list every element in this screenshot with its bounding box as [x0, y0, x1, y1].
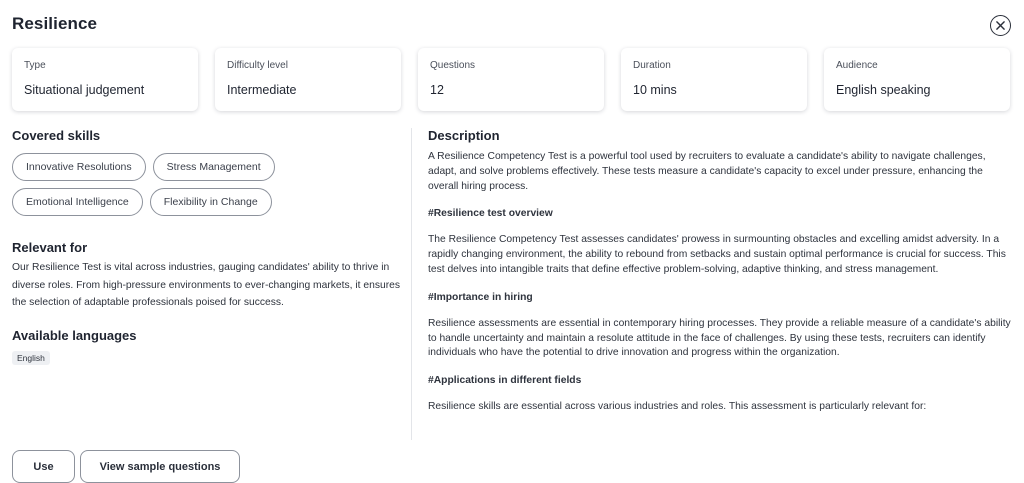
section-heading: #Importance in hiring	[428, 291, 533, 303]
available-languages-title: Available languages	[12, 328, 137, 343]
skill-chip: Innovative Resolutions	[12, 153, 146, 181]
card-label: Questions	[430, 60, 476, 71]
left-panel	[12, 128, 402, 363]
description-intro: A Resilience Competency Test is a powerful tool used by recruiters to evaluate a candidate's ability to navigate challenges, adapt, and solve problems effectively. These tests measure a candidate's capacity to excel under pressure, enhancing the overall hiring process.	[428, 151, 986, 192]
card-value: Intermediate	[227, 83, 297, 97]
column-divider	[411, 128, 412, 440]
view-sample-questions-button[interactable]: View sample questions	[80, 450, 240, 483]
section-text: Resilience assessments are essential in contemporary hiring processes. They provide a reliable measure of a candidate's ability to handle uncertainty and maintain a resolute attitude in the face of challenges. By using these tests, recruiters can identify individuals who have the potential to drive innovation and progress within the organization.	[428, 317, 1011, 359]
card-audience	[824, 48, 1010, 111]
close-button[interactable]	[990, 15, 1011, 36]
description-panel[interactable]	[428, 128, 1013, 438]
language-badge: English	[12, 351, 50, 365]
skills-list	[12, 153, 312, 216]
page-title: Resilience	[12, 14, 98, 33]
description-title: Description	[428, 128, 500, 143]
relevant-for-text: Our Resilience Test is vital across industries, gauging candidates' ability to thrive in diverse roles. From high-pressure environments to ever-changing markets, it ensures the selection of adaptable professionals poised for success.	[12, 262, 401, 308]
card-questions	[418, 48, 604, 111]
card-label: Audience	[836, 60, 878, 71]
section-text: Resilience skills are essential across various industries and roles. This assessment is particularly relevant for:	[428, 401, 927, 413]
close-icon	[996, 21, 1005, 30]
use-button[interactable]: Use	[12, 450, 75, 483]
card-value: 12	[430, 83, 444, 97]
card-duration	[621, 48, 807, 111]
card-value: 10 mins	[633, 83, 677, 97]
card-label: Duration	[633, 60, 671, 71]
card-difficulty	[215, 48, 401, 111]
section-text: The Resilience Competency Test assesses candidates' prowess in surmounting obstacles and excelling amidst adversity. In a rapidly changing environment, the ability to rebound from setbacks and sustain optimal performance is crucial for success. This test delves into intangible traits that define effective problem-solving, adaptive thinking, and stress management.	[428, 234, 1006, 275]
covered-skills-title: Covered skills	[12, 128, 101, 143]
card-value: Situational judgement	[24, 83, 145, 97]
skill-chip: Emotional Intelligence	[12, 188, 143, 216]
card-label: Type	[24, 60, 46, 71]
section-heading: #Applications in different fields	[428, 375, 582, 387]
skill-chip: Flexibility in Change	[150, 188, 272, 216]
relevant-for-title: Relevant for	[12, 240, 88, 255]
card-value: English speaking	[836, 83, 931, 97]
section-heading: #Resilience test overview	[428, 208, 553, 220]
skill-chip: Stress Management	[153, 153, 275, 181]
info-cards	[12, 48, 1010, 111]
card-type	[12, 48, 198, 111]
card-label: Difficulty level	[227, 60, 288, 71]
